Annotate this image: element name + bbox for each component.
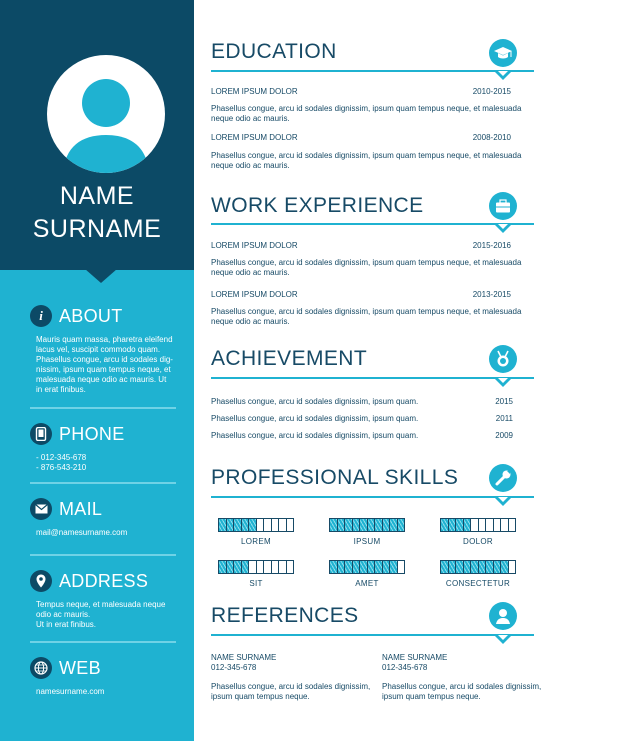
achievement-text: Phasellus congue, arcu id sodales dignissim, ipsum quam. — [211, 414, 419, 423]
work-underline — [211, 223, 534, 225]
achievement-year: 2015 — [495, 397, 513, 406]
person-icon — [489, 602, 517, 630]
achievement-row — [211, 431, 513, 440]
reference-name: NAME SURNAME — [211, 653, 277, 662]
web-url: namesurname.com — [36, 687, 105, 696]
skill-segment — [509, 519, 516, 531]
skill-meter — [218, 560, 294, 574]
divider — [30, 407, 176, 409]
skill-segment — [338, 519, 346, 531]
skill-item — [440, 518, 516, 546]
skill-segment — [390, 561, 398, 573]
skills-underline — [211, 496, 534, 498]
skill-segment — [279, 561, 287, 573]
reference-name: NAME SURNAME — [382, 653, 448, 662]
skill-segment — [249, 519, 257, 531]
skill-segment — [227, 561, 235, 573]
skill-segment — [264, 561, 272, 573]
skill-segment — [456, 561, 464, 573]
globe-icon — [30, 657, 52, 679]
skill-segment — [330, 561, 338, 573]
sidebar — [0, 0, 194, 741]
skill-segment — [272, 519, 280, 531]
person-silhouette-icon — [47, 55, 165, 173]
work-entry-1-years: 2015-2016 — [472, 241, 511, 250]
skill-segment — [464, 519, 472, 531]
skill-segment — [501, 519, 509, 531]
skill-segment — [449, 519, 457, 531]
skill-segment — [479, 519, 487, 531]
first-name: NAME — [59, 182, 135, 210]
work-entry-1-header — [211, 241, 511, 250]
reference-2 — [382, 653, 547, 702]
reference-1 — [211, 653, 376, 702]
skill-segment — [345, 561, 353, 573]
work-entry-2-years: 2013-2015 — [472, 290, 511, 299]
divider — [30, 482, 176, 484]
skill-segment — [219, 561, 227, 573]
skill-segment — [486, 561, 494, 573]
phone-numbers: - 012-345-678 - 876-543-210 — [36, 453, 87, 472]
reference-phone: 012-345-678 — [382, 663, 428, 672]
skill-label: DOLOR — [463, 537, 493, 546]
full-name — [0, 180, 194, 246]
skill-segment — [353, 561, 361, 573]
references-underline — [211, 634, 534, 636]
skill-segment — [398, 561, 405, 573]
skill-label: CONSECTETUR — [445, 579, 511, 588]
reference-text: Phasellus congue, arcu id sodales dignissim, ipsum quam tempus neque. — [382, 682, 542, 701]
education-entry-1-name: LOREM IPSUM DOLOR — [211, 87, 298, 96]
achievement-year: 2009 — [495, 431, 513, 440]
skills-pointer — [495, 498, 511, 506]
work-entry-1-name: LOREM IPSUM DOLOR — [211, 241, 298, 250]
work-entry-2-text: Phasellus congue, arcu id sodales dignissim, ipsum quam tempus neque, et malesuada neque odio ac mauris. — [211, 307, 522, 326]
achievement-pointer — [495, 379, 511, 387]
info-icon: i — [30, 305, 52, 327]
skill-segment — [486, 519, 494, 531]
skill-label: SIT — [249, 579, 263, 588]
reference-phone: 012-345-678 — [211, 663, 257, 672]
phone-section — [30, 422, 176, 473]
phone-icon — [30, 423, 52, 445]
briefcase-icon — [489, 192, 517, 220]
skill-segment — [456, 519, 464, 531]
skill-segment — [441, 561, 449, 573]
about-text: Mauris quam massa, pharetra eleifend lacus vel, suscipit commodo quam. Phasellus congue, arcu id sodales dig- nissim, ipsum quam tempus neque, et malesuada neque odio ac mauris. Ut in erat finibus. — [36, 335, 173, 394]
skill-segment — [227, 519, 235, 531]
skill-segment — [249, 561, 257, 573]
education-entry-1-header — [211, 87, 511, 96]
skill-segment — [345, 519, 353, 531]
education-entry-2-header — [211, 133, 511, 142]
reference-text: Phasellus congue, arcu id sodales dignissim, ipsum quam tempus neque. — [211, 682, 371, 701]
skill-segment — [353, 519, 361, 531]
skill-label: IPSUM — [353, 537, 381, 546]
work-entry-2-header — [211, 290, 511, 299]
skill-segment — [494, 561, 502, 573]
work-title: WORK EXPERIENCE — [211, 194, 424, 217]
web-section — [30, 656, 176, 697]
skill-meter — [440, 560, 516, 574]
skill-segment — [360, 561, 368, 573]
achievement-year: 2011 — [495, 414, 513, 423]
skill-segment — [479, 561, 487, 573]
work-entry-1-text: Phasellus congue, arcu id sodales dignissim, ipsum quam tempus neque, et malesuada neque odio ac mauris. — [211, 258, 522, 277]
skill-segment — [287, 519, 294, 531]
education-entry-2-text: Phasellus congue, arcu id sodales dignissim, ipsum quam tempus neque, et malesuada neque odio ac mauris. — [211, 151, 522, 170]
skill-segment — [234, 561, 242, 573]
skill-segment — [390, 519, 398, 531]
skill-meter — [329, 518, 405, 532]
skill-segment — [360, 519, 368, 531]
skill-item — [440, 560, 516, 588]
skill-segment — [279, 519, 287, 531]
education-underline — [211, 70, 534, 72]
skill-segment — [257, 519, 265, 531]
references-title: REFERENCES — [211, 604, 359, 627]
achievement-row — [211, 397, 513, 406]
achievement-title: ACHIEVEMENT — [211, 347, 368, 370]
work-entry-2-name: LOREM IPSUM DOLOR — [211, 290, 298, 299]
skill-segment — [509, 561, 516, 573]
skill-segment — [398, 519, 405, 531]
skill-item — [329, 560, 405, 588]
skill-meter — [218, 518, 294, 532]
sidebar-notch — [85, 269, 117, 283]
skill-segment — [441, 519, 449, 531]
work-pointer — [495, 225, 511, 233]
skill-item — [329, 518, 405, 546]
medal-icon — [489, 345, 517, 373]
surname: SURNAME — [32, 215, 162, 243]
phone-title: PHONE — [59, 423, 125, 444]
skill-segment — [338, 561, 346, 573]
mail-icon — [30, 498, 52, 520]
skill-segment — [242, 519, 250, 531]
graduation-cap-icon — [489, 39, 517, 67]
references-pointer — [495, 636, 511, 644]
skill-segment — [449, 561, 457, 573]
skill-segment — [272, 561, 280, 573]
skill-segment — [368, 519, 376, 531]
about-section — [30, 304, 176, 395]
skill-segment — [494, 519, 502, 531]
skill-segment — [257, 561, 265, 573]
skill-segment — [383, 519, 391, 531]
skill-item — [218, 560, 294, 588]
skill-segment — [375, 519, 383, 531]
skill-segment — [242, 561, 250, 573]
education-entry-2-years: 2008-2010 — [472, 133, 511, 142]
wrench-icon — [489, 464, 517, 492]
achievement-underline — [211, 377, 534, 379]
education-title: EDUCATION — [211, 40, 337, 63]
skill-segment — [383, 561, 391, 573]
skill-segment — [471, 519, 479, 531]
address-title: ADDRESS — [59, 570, 149, 591]
skill-meter — [440, 518, 516, 532]
education-pointer — [495, 72, 511, 80]
skill-segment — [234, 519, 242, 531]
skill-segment — [471, 561, 479, 573]
education-entry-1-years: 2010-2015 — [472, 87, 511, 96]
skill-label: LOREM — [241, 537, 271, 546]
about-title: ABOUT — [59, 305, 123, 326]
location-pin-icon — [30, 570, 52, 592]
skill-segment — [264, 519, 272, 531]
achievement-text: Phasellus congue, arcu id sodales dignissim, ipsum quam. — [211, 431, 419, 440]
education-entry-1-text: Phasellus congue, arcu id sodales dignissim, ipsum quam tempus neque, et malesuada neque odio ac mauris. — [211, 104, 522, 123]
skill-label: AMET — [355, 579, 379, 588]
mail-address: mail@namesurname.com — [36, 528, 128, 537]
mail-title: MAIL — [59, 498, 103, 519]
education-entry-2-name: LOREM IPSUM DOLOR — [211, 133, 298, 142]
avatar — [47, 55, 165, 173]
skill-segment — [219, 519, 227, 531]
skill-item — [218, 518, 294, 546]
skill-segment — [368, 561, 376, 573]
skill-segment — [464, 561, 472, 573]
address-section — [30, 569, 176, 630]
divider — [30, 554, 176, 556]
skill-segment — [287, 561, 294, 573]
achievement-row — [211, 414, 513, 423]
achievement-text: Phasellus congue, arcu id sodales dignissim, ipsum quam. — [211, 397, 419, 406]
web-title: WEB — [59, 657, 101, 678]
skills-title: PROFESSIONAL SKILLS — [211, 466, 459, 489]
address-text: Tempus neque, et malesuada neque odio ac mauris. Ut in erat finibus. — [36, 600, 166, 629]
mail-section — [30, 497, 176, 538]
skill-meter — [329, 560, 405, 574]
divider — [30, 641, 176, 643]
skill-segment — [501, 561, 509, 573]
skill-segment — [375, 561, 383, 573]
skill-segment — [330, 519, 338, 531]
